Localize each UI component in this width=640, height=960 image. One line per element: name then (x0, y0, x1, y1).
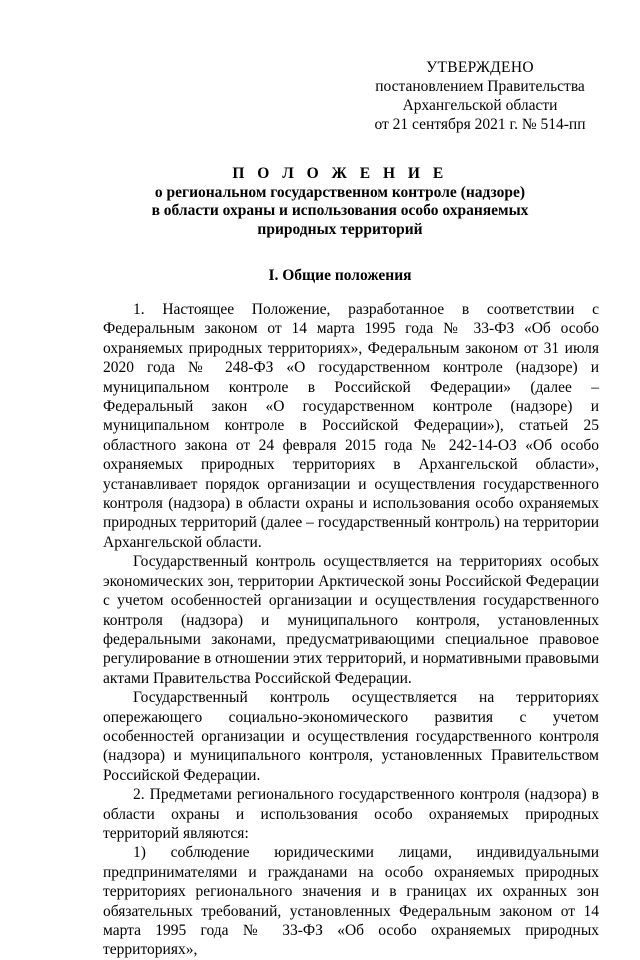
paragraph-2: Государственный контроль осуществляется на территориях особых экономических зон, территории Арктической зоны Российской Федерации с учетом особенностей организации и осуществления государственного контроля (надзора) и муниципального контроля, установленных федеральными законами, предусматривающими специальное правовое регулирование в отношении этих территорий, и нормативными правовыми актами Правительства Российской Федерации. (103, 553, 599, 687)
approval-line-1: постановлением Правительства (375, 78, 585, 95)
section-heading: I. Общие положения (268, 267, 412, 284)
document-title (110, 165, 570, 239)
document-body (103, 300, 599, 960)
paragraph-4: 2. Предметами регионального государственного контроля (надзора) в области охраны и использования особо охраняемых природных территорий являются: (103, 786, 599, 842)
paragraph-3: Государственный контроль осуществляется на территориях опережающего социально-экономического развития с учетом особенностей организации и осуществления государственного контроля (надзора) и муниципального контроля, установленных Правительством Российской Федерации. (103, 689, 599, 784)
title-line-1: о региональном государственном контроле (надзоре) (154, 183, 526, 201)
title-main: П О Л О Ж Е Н И Е (232, 165, 448, 182)
approval-stamp (360, 58, 600, 134)
approval-line-3: от 21 сентября 2021 г. № 514-пп (374, 116, 586, 133)
title-line-2: в области охраны и использования особо охраняемых (151, 202, 529, 219)
approval-heading: УТВЕРЖДЕНО (426, 59, 534, 76)
paragraph-1: 1. Настоящее Положение, разработанное в соответствии с Федеральным законом от 14 марта 1995 года № 33-ФЗ «Об особо охраняемых природных территориях», Федеральным законом от 31 июля 2020 года № 248-ФЗ «О государственном контроле (надзоре) и муниципальном контроле в Российской Федерации» (далее – Федеральный закон «О государственном контроле (надзоре) и муниципальном контроле в Российской Федерации»), статьей 25 областного закона от 24 февраля 2015 года № 242-14-ОЗ «Об особо охраняемых природных территориях в Архангельской области», устанавливает порядок организации и осуществления государственного контроля (надзора) в области охраны и использования особо охраняемых природных территорий (далее – государственный контроль) на территории Архангельской области. (103, 301, 599, 551)
approval-line-2: Архангельской области (402, 97, 558, 114)
paragraph-5: 1) соблюдение юридическими лицами, индивидуальными предпринимателями и гражданами на особо охраняемых природных территориях регионального значения и в границах их охранных зон обязательных требований, установленных Федеральным законом от 14 марта 1995 года № 33-ФЗ «Об особо охраняемых природных территориях», (103, 844, 599, 959)
title-line-3: природных территорий (257, 220, 423, 238)
